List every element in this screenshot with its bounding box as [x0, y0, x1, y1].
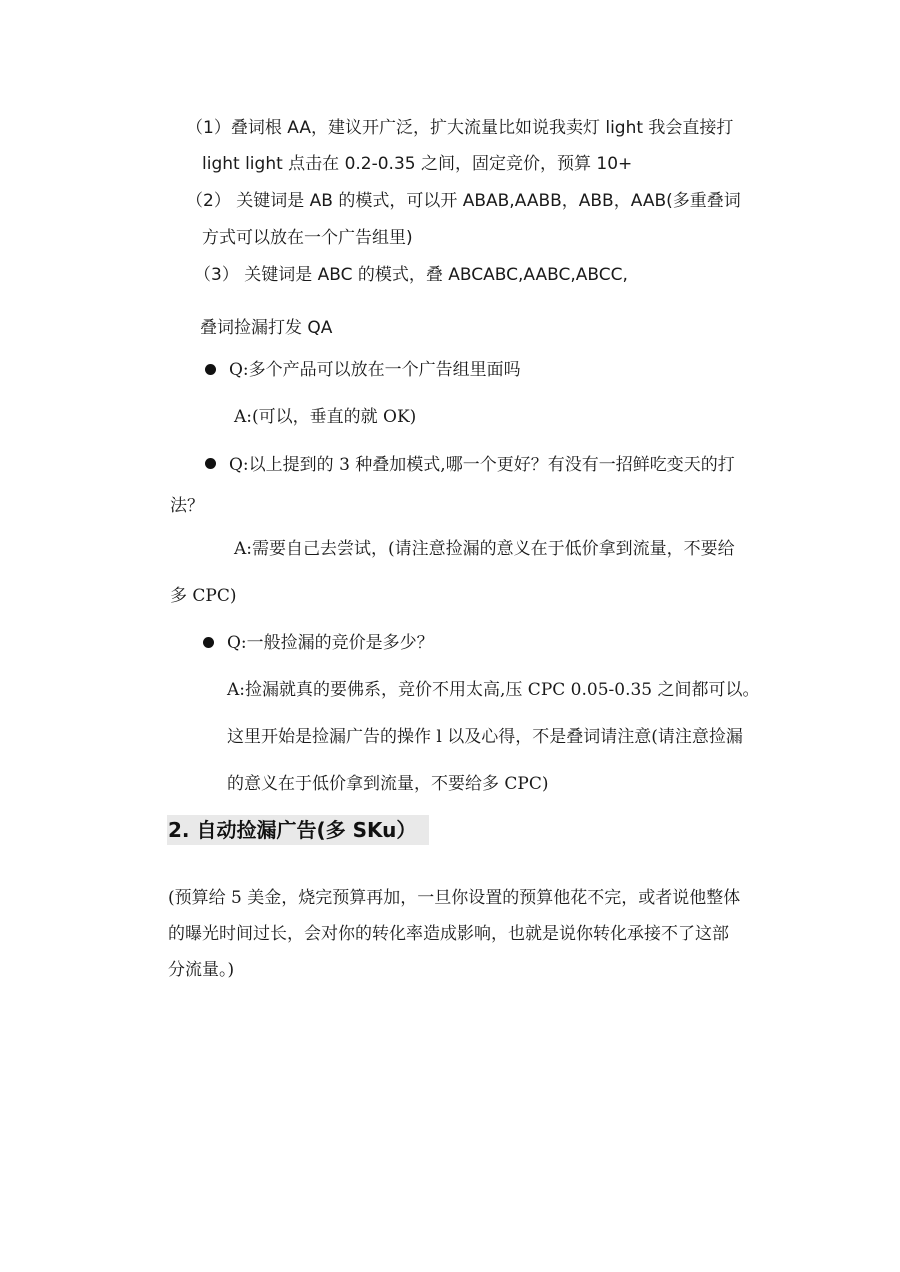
list-item-1-line-2: light light 点击在 0.2-0.35 之间，固定竞价，预算 10+ [202, 154, 633, 174]
qa-question-2-line-2: 法？ [170, 496, 204, 516]
list-item-3-line-1: （3） 关键词是 ABC 的模式，叠 ABCABC,AABC,ABCC, [194, 265, 628, 285]
qa-question-3: Q:一般捡漏的竞价是多少？ [227, 633, 434, 653]
section-paragraph-line-3: 分流量。) [168, 960, 235, 980]
list-item-2-line-2: 方式可以放在一个广告组里) [202, 228, 413, 248]
section-paragraph-line-2: 的曝光时间过长，会对你的转化率造成影响，也就是说你转化承接不了这部 [168, 924, 729, 944]
qa-answer-3-line-2: 这里开始是捡漏广告的操作 l 以及心得，不是叠词请注意(请注意捡漏 [227, 727, 743, 747]
qa-answer-2-line-2: 多 CPC) [170, 586, 237, 606]
qa-question-2-line-1: Q:以上提到的 3 种叠加模式,哪一个更好？有没有一招鲜吃变天的打 [229, 455, 735, 475]
section-heading: 2. 自动捡漏广告(多 SKu） [168, 818, 417, 842]
list-item-2-line-1: （2） 关键词是 AB 的模式，可以开 ABAB,AABB，ABB，AAB(多重叠词 [186, 191, 741, 211]
bullet-q3-icon [203, 637, 214, 648]
qa-question-1: Q:多个产品可以放在一个广告组里面吗 [229, 360, 521, 380]
section-paragraph-line-1: (预算给 5 美金，烧完预算再加，一旦你设置的预算他花不完，或者说他整体 [168, 888, 741, 908]
qa-answer-3-line-1: A:捡漏就真的要佛系，竞价不用太高,压 CPC 0.05-0.35 之间都可以。 [227, 680, 760, 700]
qa-title: 叠词捡漏打发 QA [200, 318, 333, 338]
bullet-q1-icon [205, 364, 216, 375]
list-item-1-line-1: （1）叠词根 AA，建议开广泛，扩大流量比如说我卖灯 light 我会直接打 [186, 118, 734, 138]
qa-answer-1: A:(可以，垂直的就 OK) [234, 407, 417, 427]
qa-answer-3-line-3: 的意义在于低价拿到流量，不要给多 CPC) [227, 774, 549, 794]
bullet-q2-icon [205, 458, 216, 469]
qa-answer-2-line-1: A:需要自己去尝试，(请注意捡漏的意义在于低价拿到流量，不要给 [234, 539, 735, 559]
